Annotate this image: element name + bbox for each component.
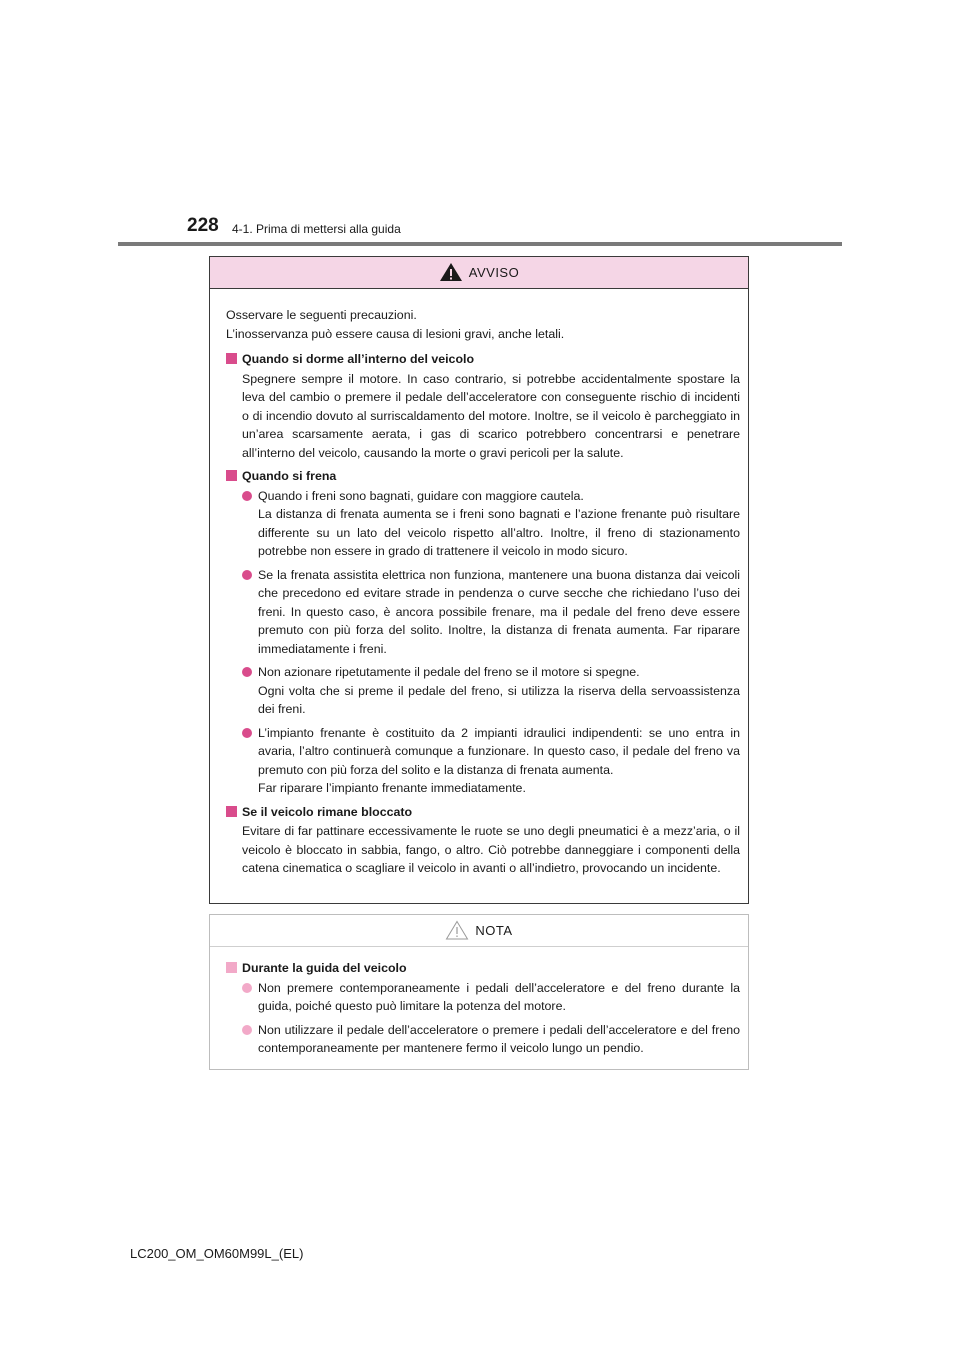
square-bullet-icon [226, 962, 237, 973]
section-paragraph: Evitare di far pattinare eccessivamente le ruote se uno degli pneumatici è a mezz’aria, o il veicolo è bloccato in sabbia, fango, o altro. Ciò potrebbe danneggiare i componenti della catena cinematica o scagliare il veicolo in avanti o all’indietro, provocando un incidente. [242, 824, 740, 875]
page-number: 228 [187, 215, 219, 236]
bullet-item [242, 487, 740, 561]
bullet-item [242, 1021, 740, 1058]
section-heading [226, 803, 740, 822]
bullet-item [242, 724, 740, 798]
warning-box [209, 256, 749, 904]
section-heading-text: Se il veicolo rimane bloccato [242, 804, 413, 819]
warning-body [210, 289, 748, 878]
circle-bullet-icon [242, 728, 252, 738]
circle-bullet-icon [242, 491, 252, 501]
square-bullet-icon [226, 470, 237, 481]
note-body [210, 947, 748, 1058]
bullet-text: Quando i freni sono bagnati, guidare con maggiore cautela. [258, 488, 584, 503]
bullet-item [242, 663, 740, 719]
bullet-text: Se la frenata assistita elettrica non funziona, mantenere una buona distanza dai veicoli che precedono ed evitare strade in pendenza o curve secche che richiedano l’uso dei freni. In questo caso, è ancora possibile frenare, ma il pedale del freno deve essere premuto con più forza del solito. Inoltre, la distanza di frenata aumenta. Far riparare immediatamente i freni. [258, 567, 740, 656]
circle-bullet-icon [242, 983, 252, 993]
warning-section-sleeping [226, 350, 740, 462]
square-bullet-icon [226, 353, 237, 364]
section-heading-text: Quando si frena [242, 469, 337, 483]
section-title: 4-1. Prima di mettersi alla guida [232, 222, 401, 236]
warning-header [210, 257, 748, 289]
intro-line: Osservare le seguenti precauzioni. [226, 308, 417, 322]
header-rule [118, 242, 842, 246]
section-heading [226, 350, 740, 369]
bullet-text: Ogni volta che si preme il pedale del freno, si utilizza la riserva della servoassistenza dei freni. [258, 683, 740, 716]
bullet-text: Far riparare l’impianto frenante immediatamente. [258, 781, 526, 795]
section-paragraph: Spegnere sempre il motore. In caso contrario, si potrebbe accidentalmente spostare la leva del cambio o premere il pedale dell’acceleratore con conseguente rischio di incidenti o di incendio dovuto al surriscaldamento del motore. Inoltre, se il veicolo è parcheggiato in un’area scarsamente aerata, i gas di scarico potrebbero concentrarsi e penetrare all’interno del veicolo, causando la morte o gravi pericoli per la salute. [242, 371, 740, 460]
note-box [209, 914, 749, 1070]
warning-triangle-outline-icon [445, 920, 469, 940]
circle-bullet-icon [242, 1025, 252, 1035]
circle-bullet-icon [242, 667, 252, 677]
bullet-list [226, 979, 740, 1058]
warning-intro [226, 306, 740, 343]
warning-section-braking [226, 467, 740, 798]
warning-section-stuck [226, 803, 740, 878]
bullet-list [226, 487, 740, 798]
section-heading [226, 467, 740, 486]
note-title: NOTA [475, 923, 513, 938]
footer-document-code: LC200_OM_OM60M99L_(EL) [130, 1246, 304, 1261]
warning-title: AVVISO [468, 265, 520, 280]
bullet-text: Non utilizzare il pedale dell’acceleratore o premere i pedali dell’acceleratore e del freno contemporaneamente per mantenere fermo il veicolo lungo un pendio. [258, 1022, 740, 1055]
section-heading [226, 959, 740, 978]
circle-bullet-icon [242, 570, 252, 580]
bullet-text: La distanza di frenata aumenta se i freni sono bagnati e l’azione frenante può risultare differente su un lato del veicolo rispetto all’altro. Inoltre, il freno di stazionamento potrebbe non essere in grado di trattenere il veicolo in modo sicuro. [258, 507, 740, 558]
bullet-item [242, 979, 740, 1016]
section-heading-text: Quando si dorme all’interno del veicolo [242, 352, 475, 366]
bullet-text: Non azionare ripetutamente il pedale del freno se il motore si spegne. [258, 665, 640, 679]
bullet-item [242, 566, 740, 659]
note-header [210, 915, 748, 947]
section-heading-text: Durante la guida del veicolo [242, 961, 407, 975]
warning-triangle-filled-icon [439, 262, 463, 282]
intro-line: L’inosservanza può essere causa di lesioni gravi, anche letali. [226, 326, 565, 341]
square-bullet-icon [226, 806, 237, 817]
bullet-text: Non premere contemporaneamente i pedali dell’acceleratore e del freno durante la guida, poiché questo può limitare la potenza del motore. [258, 980, 740, 1013]
bullet-text: L’impianto frenante è costituito da 2 impianti idraulici indipendenti: se uno entra in avaria, l’altro continuerà comunque a funzionare. In questo caso, il pedale del freno va premuto con più forza del solito e la distanza di frenata aumenta. [258, 725, 740, 777]
